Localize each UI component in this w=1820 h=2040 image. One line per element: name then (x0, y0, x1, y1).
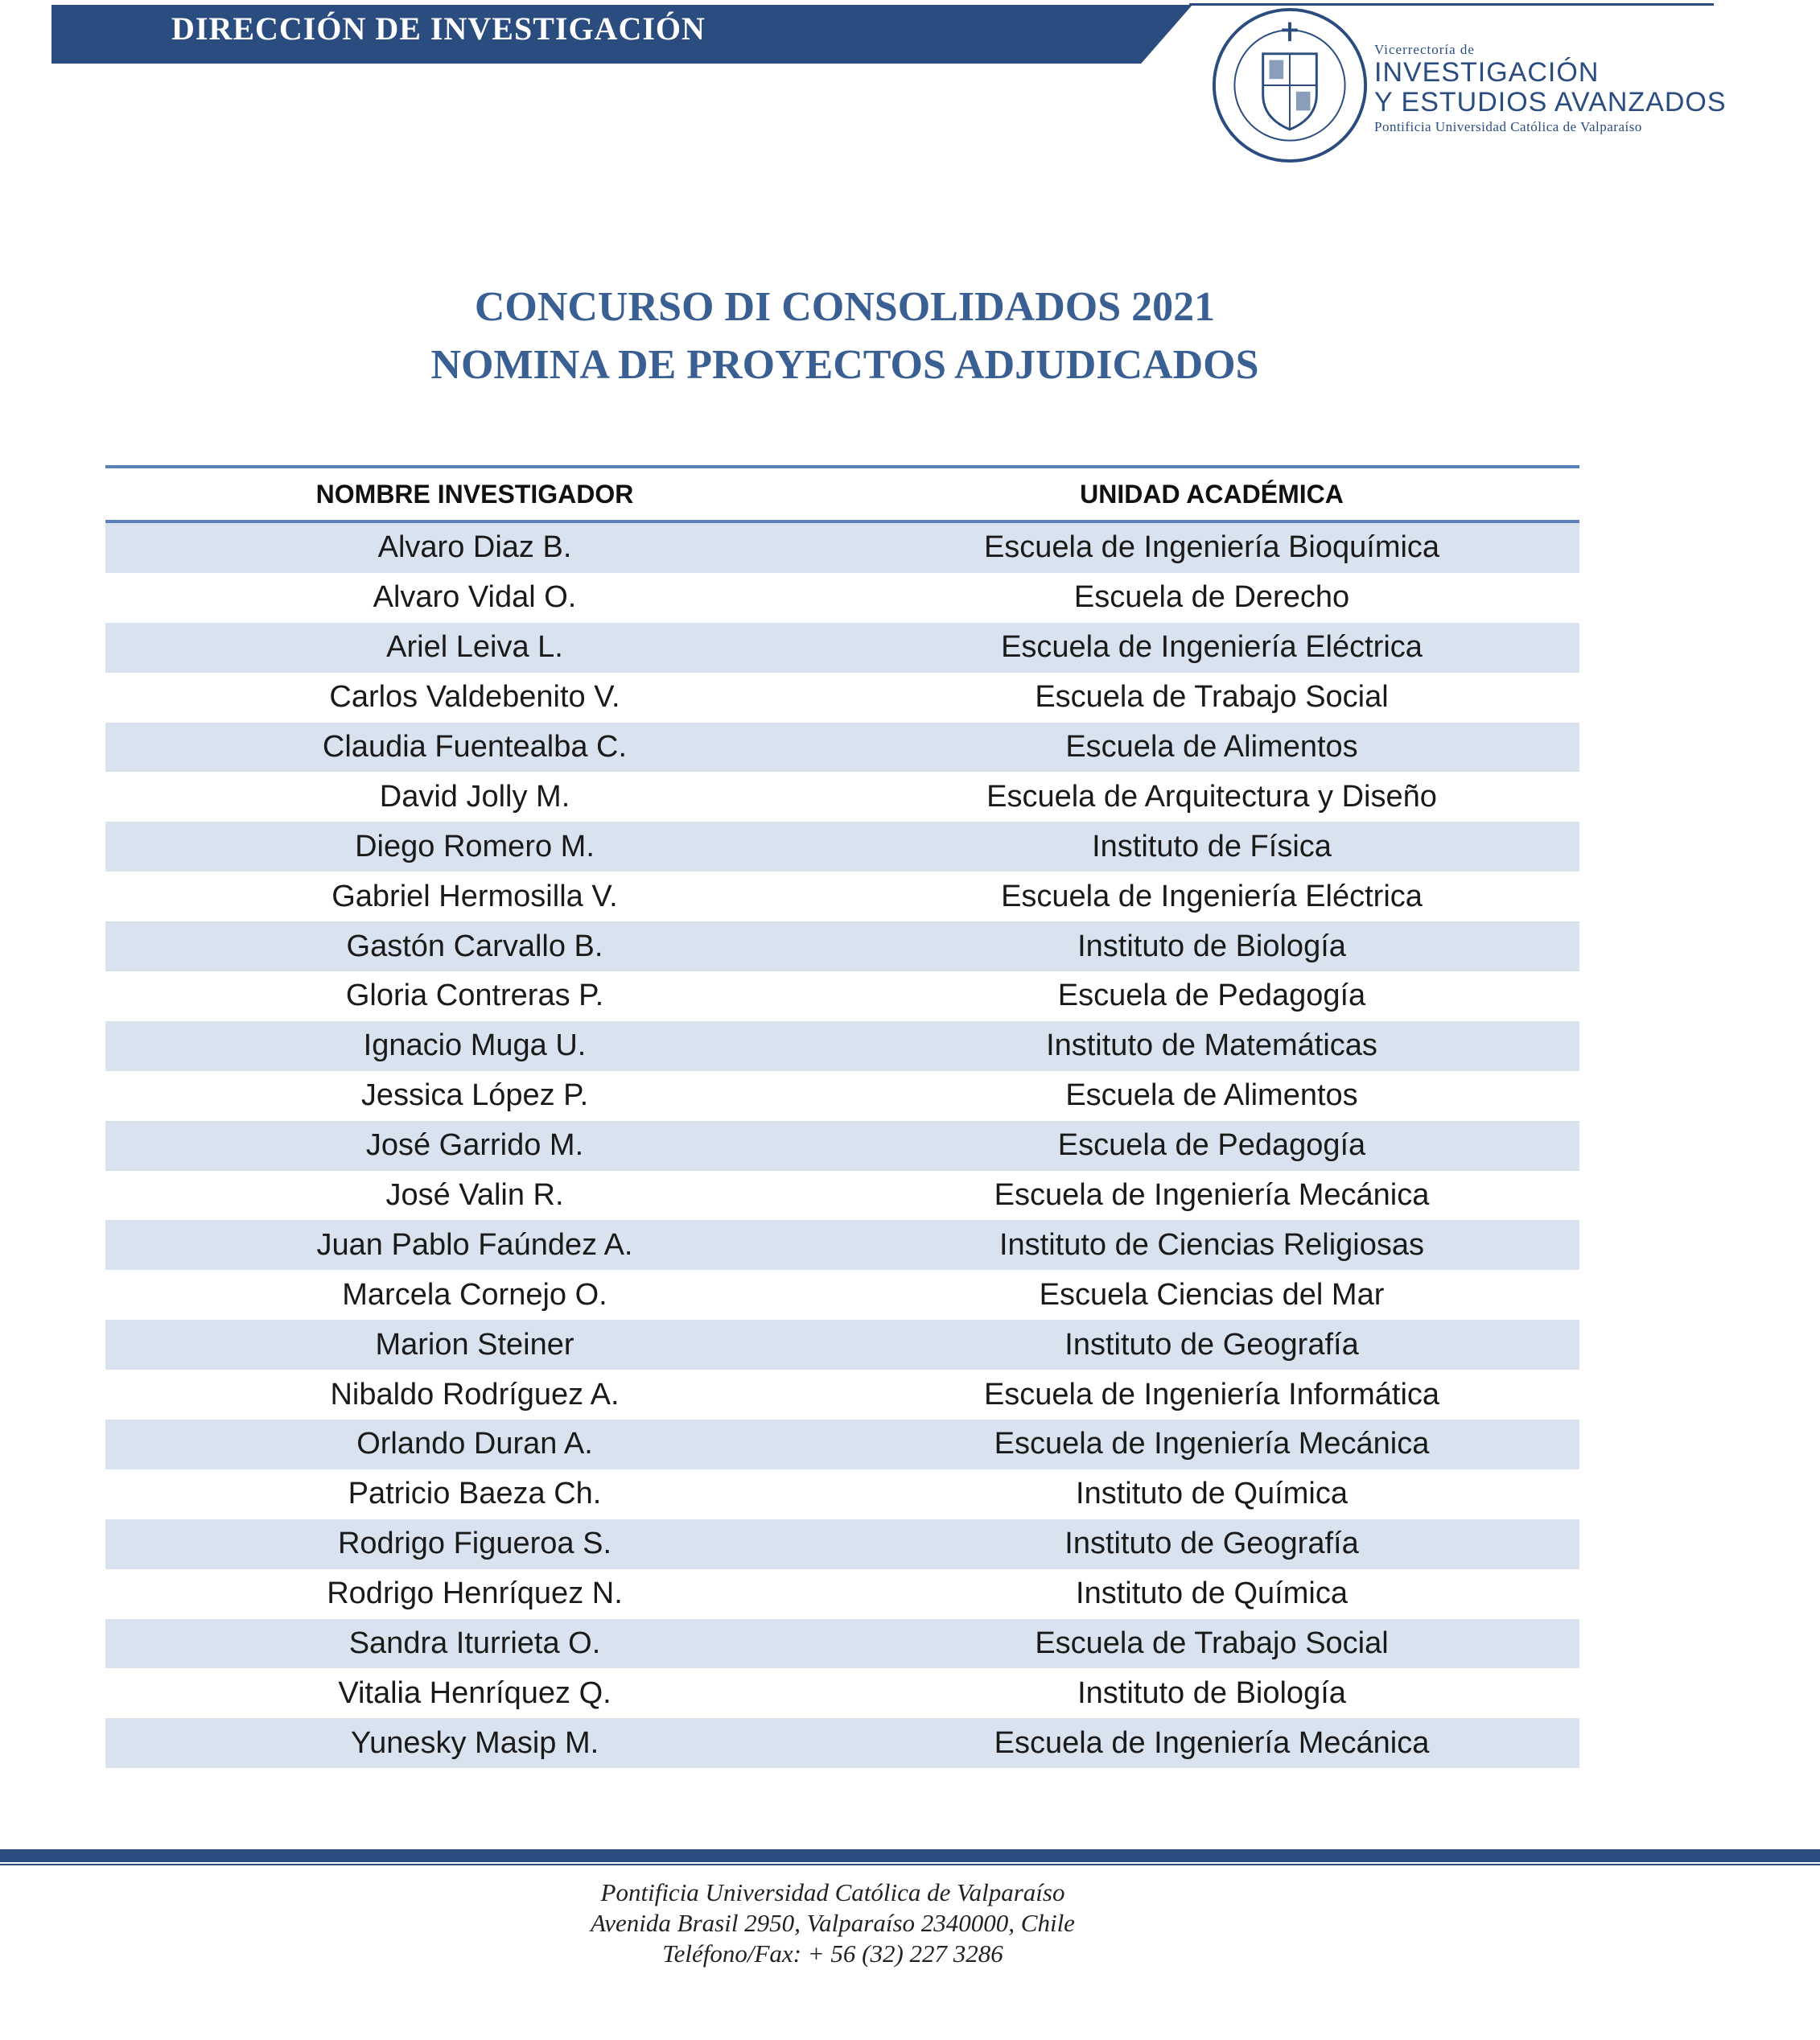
researcher-name: David Jolly M. (379, 779, 570, 814)
table-row (105, 1569, 1579, 1619)
table-row (105, 1071, 1579, 1121)
table-row (105, 723, 1579, 773)
academic-unit: Instituto de Geografía (1064, 1527, 1359, 1561)
academic-unit: Escuela de Ingeniería Informática (983, 1377, 1440, 1412)
researcher-name: Nibaldo Rodríguez A. (330, 1377, 620, 1412)
academic-unit: Instituto de Química (1076, 1477, 1348, 1511)
academic-unit: Escuela de Alimentos (1065, 730, 1358, 764)
academic-unit: Escuela de Arquitectura y Diseño (986, 779, 1437, 814)
table-row (105, 1420, 1579, 1469)
academic-unit: Instituto de Biología (1077, 929, 1346, 963)
table-row (105, 673, 1579, 723)
table-row (105, 1469, 1579, 1519)
academic-unit: Instituto de Geografía (1064, 1327, 1359, 1362)
academic-unit: Escuela de Ingeniería Mecánica (994, 1725, 1430, 1760)
academic-unit: Escuela de Derecho (1073, 580, 1350, 615)
academic-unit: Escuela de Alimentos (1065, 1078, 1358, 1113)
researcher-name: Rodrigo Figueroa S. (337, 1527, 612, 1561)
table-row (105, 872, 1579, 921)
researcher-name: Alvaro Vidal O. (373, 580, 577, 615)
academic-unit: Instituto de Matemáticas (1046, 1028, 1377, 1063)
academic-unit: Escuela de Trabajo Social (1035, 680, 1389, 715)
researcher-name: Gloria Contreras P. (345, 979, 604, 1013)
researcher-name: Patricio Baeza Ch. (348, 1477, 602, 1511)
table-row (105, 1370, 1579, 1420)
researcher-name: Gastón Carvallo B. (346, 929, 603, 963)
researcher-name: Marcela Cornejo O. (342, 1277, 607, 1312)
academic-unit: Escuela de Ingeniería Eléctrica (1001, 630, 1423, 665)
table-row (105, 1718, 1579, 1768)
column-header-academic-unit: UNIDAD ACADÉMICA (1080, 479, 1344, 509)
researcher-name: Carlos Valdebenito V. (329, 680, 620, 715)
researcher-name: Orlando Duran A. (356, 1427, 593, 1461)
academic-unit: Instituto de Biología (1077, 1675, 1346, 1710)
logo-line-3: Y ESTUDIOS AVANZADOS (1374, 87, 1727, 117)
column-header-researcher: NOMBRE INVESTIGADOR (315, 479, 634, 509)
researcher-name: José Valin R. (385, 1178, 564, 1213)
table-row (105, 1320, 1579, 1370)
banner-title: DIRECCIÓN DE INVESTIGACIÓN (171, 10, 706, 47)
researcher-name: Alvaro Diaz B. (377, 530, 572, 565)
table-row (105, 822, 1579, 872)
researcher-name: Jessica López P. (360, 1078, 589, 1113)
academic-unit: Escuela de Pedagogía (1057, 979, 1366, 1013)
table-row (105, 772, 1579, 822)
academic-unit: Escuela de Ingeniería Mecánica (994, 1427, 1430, 1461)
logo-line-2: INVESTIGACIÓN (1374, 57, 1600, 88)
awarded-projects-table (105, 465, 1579, 1768)
university-seal-logo (1211, 6, 1369, 164)
researcher-name: Ignacio Muga U. (363, 1028, 587, 1063)
table-row (105, 623, 1579, 673)
researcher-name: Marion Steiner (375, 1327, 574, 1362)
table-row (105, 1270, 1579, 1320)
academic-unit: Escuela de Pedagogía (1057, 1128, 1366, 1163)
table-row (105, 1121, 1579, 1171)
academic-unit: Instituto de Física (1092, 829, 1332, 863)
footer-university: Pontificia Universidad Católica de Valparaíso (600, 1878, 1065, 1906)
document-title-line-2: NOMINA DE PROYECTOS ADJUDICADOS (430, 342, 1259, 388)
table-body (105, 523, 1579, 1768)
table-row (105, 1619, 1579, 1669)
table-row (105, 921, 1579, 971)
researcher-name: Vitalia Henríquez Q. (338, 1675, 611, 1710)
researcher-name: José Garrido M. (365, 1128, 584, 1163)
academic-unit: Escuela de Ingeniería Bioquímica (983, 530, 1440, 565)
header-rule (1189, 3, 1714, 6)
table-row (105, 1021, 1579, 1071)
table-header-row (105, 468, 1579, 523)
academic-unit: Escuela de Ingeniería Mecánica (994, 1178, 1430, 1213)
researcher-name: Gabriel Hermosilla V. (331, 879, 618, 913)
academic-unit: Escuela Ciencias del Mar (1039, 1277, 1385, 1312)
table-row (105, 523, 1579, 573)
table-row (105, 1519, 1579, 1569)
researcher-name: Juan Pablo Faúndez A. (316, 1227, 633, 1262)
table-row (105, 1220, 1579, 1270)
academic-unit: Instituto de Ciencias Religiosas (999, 1227, 1425, 1262)
footer-phone: Teléfono/Fax: + 56 (32) 227 3286 (662, 1939, 1003, 1968)
researcher-name: Sandra Iturrieta O. (348, 1626, 601, 1661)
researcher-name: Ariel Leiva L. (386, 630, 563, 665)
table-row (105, 971, 1579, 1021)
researcher-name: Rodrigo Henríquez N. (327, 1576, 623, 1611)
logo-line-1: Vicerrectoría de (1374, 42, 1475, 57)
researcher-name: Yunesky Masip M. (350, 1725, 599, 1760)
footer-rule (0, 1849, 1820, 1862)
vice-rectory-logo-text (1374, 42, 1727, 135)
table-row (105, 1171, 1579, 1221)
researcher-name: Claudia Fuentealba C. (322, 730, 628, 764)
document-title-line-1: CONCURSO DI CONSOLIDADOS 2021 (474, 284, 1216, 330)
academic-unit: Instituto de Química (1076, 1576, 1348, 1611)
footer-address: Avenida Brasil 2950, Valparaíso 2340000, Chile (591, 1909, 1075, 1937)
academic-unit: Escuela de Trabajo Social (1035, 1626, 1389, 1661)
logo-line-4: Pontificia Universidad Católica de Valparaíso (1374, 119, 1642, 134)
table-row (105, 573, 1579, 623)
academic-unit: Escuela de Ingeniería Eléctrica (1001, 879, 1423, 913)
researcher-name: Diego Romero M. (355, 829, 595, 863)
table-row (105, 1668, 1579, 1718)
footer-rule-thin (0, 1864, 1820, 1865)
